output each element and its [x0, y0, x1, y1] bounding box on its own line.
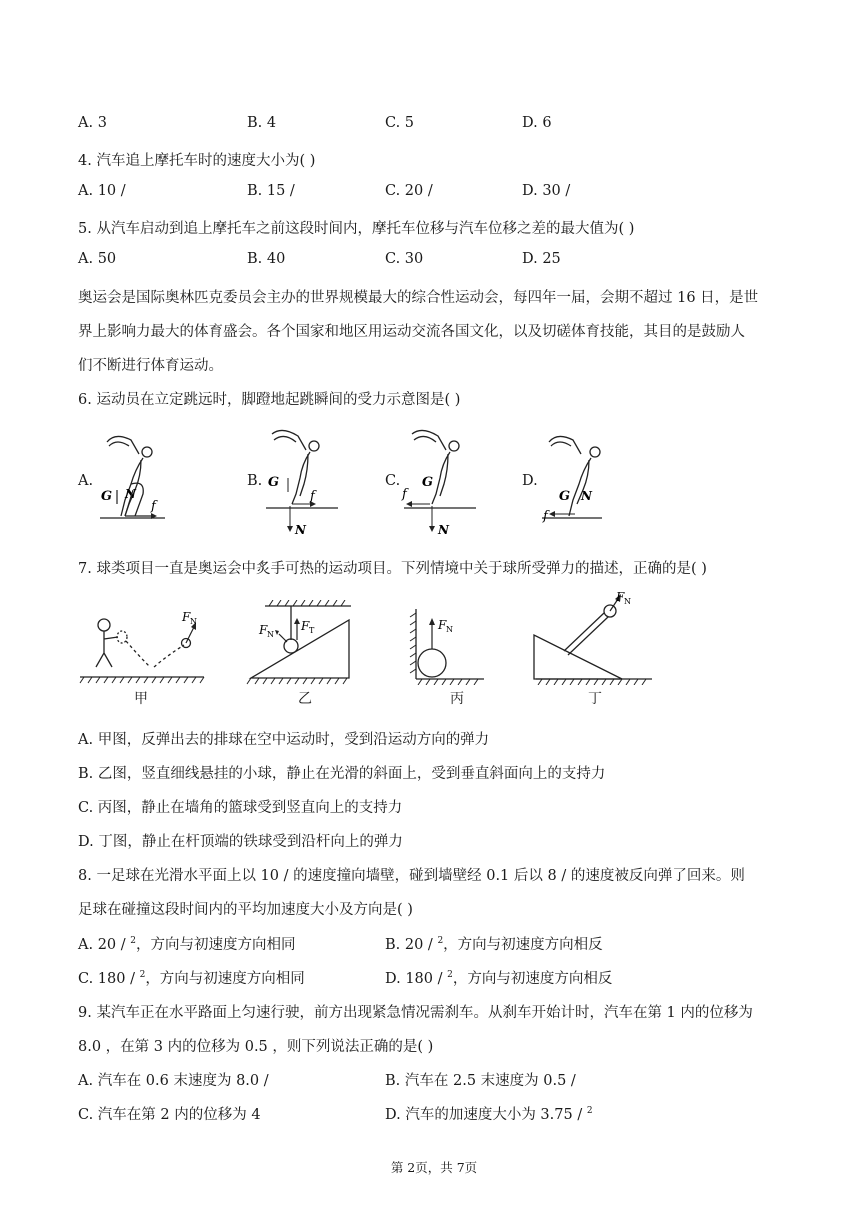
- q7-caption-yi: 乙: [298, 691, 312, 707]
- q5-option-c: C. 30: [385, 251, 424, 267]
- q5-option-d: D. 25: [522, 251, 561, 267]
- q6b-f-label: f: [310, 489, 315, 504]
- q7-yi-fn-sub: N: [267, 630, 274, 639]
- q3-option-b: B. 4: [247, 115, 277, 131]
- q9-stem-line-1: 9. 某汽车正在水平路面上匀速行驶，前方出现紧急情况需刹车。从刹车开始计时，汽车在第 1 内的位移为: [78, 1005, 753, 1021]
- q7-yi-ft-sub: T: [309, 626, 315, 635]
- q7-bing-fn: F: [438, 618, 447, 632]
- q7-jia-fn-sub: N: [190, 617, 197, 626]
- passage-line-2: 界上影响力最大的体育盛会。各个国家和地区用运动交流各国文化，以及切磋体育技能，其目的是鼓励人: [78, 324, 745, 340]
- q6a-n-label: N: [125, 487, 136, 501]
- q6-figure-c: [400, 420, 480, 540]
- q9-stem-line-2: 8.0 ，在第 3 内的位移为 0.5 ，则下列说法正确的是( ): [78, 1039, 434, 1055]
- q7-caption-jia: 甲: [134, 691, 148, 707]
- q6-option-b-letter: B.: [247, 473, 263, 489]
- q8-option-d: D. 180 / $^2$，方向与初速度方向相反: [385, 970, 613, 987]
- q7-caption-bing: 丙: [450, 691, 464, 707]
- q4-option-b: B. 15 /: [247, 183, 295, 199]
- q6a-f-label: f: [151, 499, 156, 514]
- q8-stem-line-1: 8. 一足球在光滑水平面上以 10 / 的速度撞向墙壁，碰到墙壁经 0.1 后以 8 / 的速度被反向弹了回来。则: [78, 868, 745, 884]
- q7-figure-yi: [245, 600, 357, 686]
- q9-option-a: A. 汽车在 0.6 末速度为 8.0 /: [78, 1073, 269, 1089]
- q7-option-d: D. 丁图，静止在杆顶端的铁球受到沿杆向上的弹力: [78, 834, 403, 850]
- q5-option-b: B. 40: [247, 251, 286, 267]
- q8-option-a: A. 20 / $^2$，方向与初速度方向相同: [78, 936, 296, 953]
- q9-option-d: D. 汽车的加速度大小为 3.75 / $^2$: [385, 1106, 593, 1123]
- q7-option-b: B. 乙图，竖直细线悬挂的小球，静止在光滑的斜面上，受到垂直斜面向上的支持力: [78, 766, 606, 782]
- q7-option-a: A. 甲图，反弹出去的排球在空中运动时，受到沿运动方向的弹力: [78, 732, 490, 748]
- passage-line-3: 们不断进行体育运动。: [78, 358, 223, 374]
- q6-option-c-letter: C.: [385, 473, 401, 489]
- q6c-g-label: G: [422, 475, 434, 490]
- q7-jia-fn: F: [182, 610, 191, 624]
- q6-stem: 6. 运动员在立定跳远时，脚蹬地起跳瞬间的受力示意图是( ): [78, 392, 461, 408]
- q5-option-a: A. 50: [78, 251, 117, 267]
- q8-stem-line-2: 足球在碰撞这段时间内的平均加速度大小及方向是( ): [78, 902, 413, 918]
- q3-option-a: A. 3: [78, 115, 107, 131]
- q6b-n-label: N: [295, 523, 306, 537]
- page-footer: 第 2页，共 7页: [390, 1160, 478, 1175]
- q7-ding-fn-sub: N: [624, 597, 631, 606]
- q6a-g-label: G: [101, 489, 113, 504]
- q4-stem: 4. 汽车追上摩托车时的速度大小为( ): [78, 153, 316, 169]
- q9-option-c: C. 汽车在第 2 内的位移为 4: [78, 1107, 261, 1123]
- q6d-f-label: f: [543, 509, 548, 524]
- q8-option-c: C. 180 / $^2$，方向与初速度方向相同: [78, 970, 305, 987]
- q3-option-d: D. 6: [522, 115, 552, 131]
- q3-option-c: C. 5: [385, 115, 415, 131]
- q9-option-b: B. 汽车在 2.5 末速度为 0.5 /: [385, 1073, 576, 1089]
- q7-ding-fn: F: [616, 590, 625, 604]
- q6b-g-label: G: [268, 475, 280, 490]
- q6-option-a-letter: A.: [78, 473, 94, 489]
- q6d-g-label: G: [559, 489, 571, 504]
- q7-yi-ft: F: [301, 619, 310, 633]
- q7-figure-ding: [528, 585, 653, 685]
- q5-stem: 5. 从汽车启动到追上摩托车之前这段时间内，摩托车位移与汽车位移之差的最大值为( ): [78, 221, 635, 237]
- q7-stem: 7. 球类项目一直是奥运会中炙手可热的运动项目。下列情境中关于球所受弹力的描述，正确的是( ): [78, 561, 707, 577]
- q7-caption-ding: 丁: [588, 691, 602, 707]
- q4-option-c: C. 20 /: [385, 183, 433, 199]
- q4-option-d: D. 30 /: [522, 183, 571, 199]
- q6-figure-b: [262, 420, 342, 540]
- q6c-f-label: f: [402, 487, 407, 502]
- q4-option-a: A. 10 /: [78, 183, 126, 199]
- passage-line-1: 奥运会是国际奥林匹克委员会主办的世界规模最大的综合性运动会，每四年一届，会期不超过 16 日，是世: [78, 290, 759, 306]
- q6-option-d-letter: D.: [522, 473, 538, 489]
- q7-bing-fn-sub: N: [446, 625, 453, 634]
- q6d-n-label: N: [581, 489, 592, 503]
- q6c-n-label: N: [438, 523, 449, 537]
- q6-figure-a: [95, 420, 175, 535]
- q7-figure-jia: [78, 605, 208, 685]
- q7-option-c: C. 丙图，静止在墙角的篮球受到竖直向上的支持力: [78, 800, 403, 816]
- q7-figure-bing: [408, 605, 486, 685]
- q8-option-b: B. 20 / $^2$，方向与初速度方向相反: [385, 936, 603, 953]
- q6-figure-d: [537, 420, 617, 535]
- q7-yi-fn: F: [259, 623, 268, 637]
